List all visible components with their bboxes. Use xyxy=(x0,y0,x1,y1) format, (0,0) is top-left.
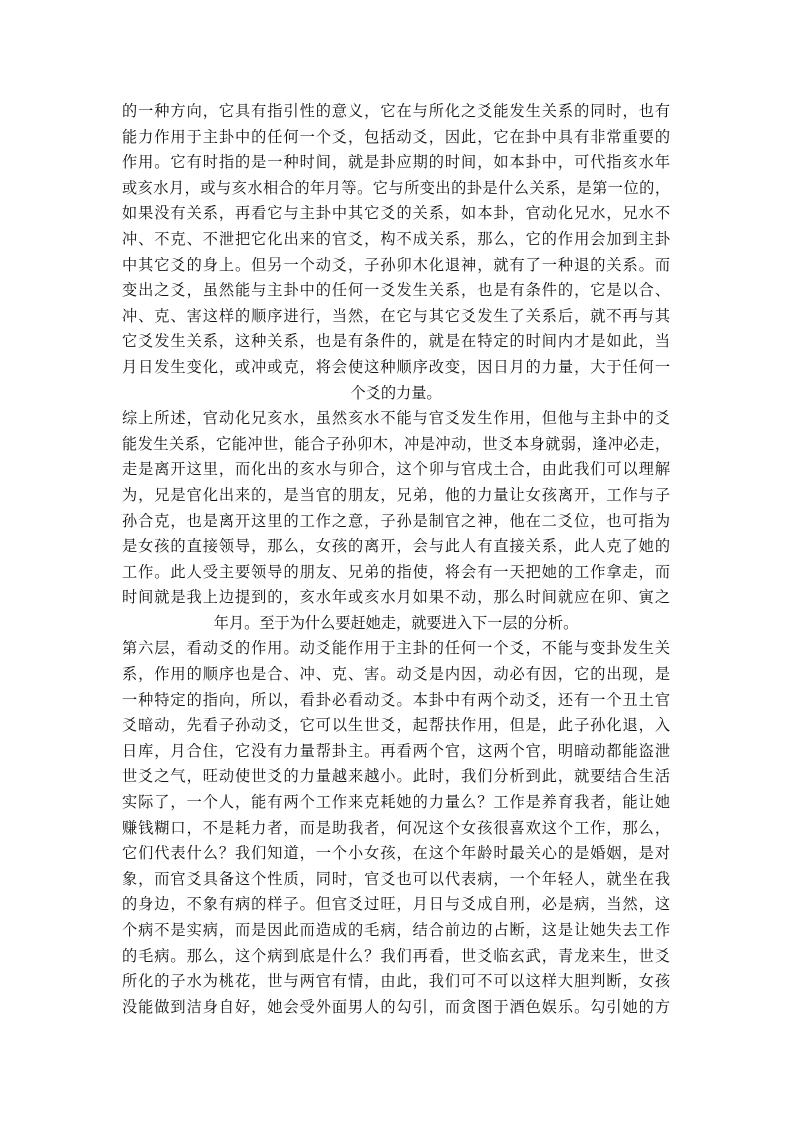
body-text xyxy=(122,99,670,1020)
text-line: 是女孩的直接领导，那么，女孩的离开，会与此人有直接关系，此人克了她的 xyxy=(122,537,670,556)
text-line: 系，作用的顺序也是合、冲、克、害。动爻是内因，动必有因，它的出现，是 xyxy=(122,665,670,684)
text-line: 世爻之气，旺动使世爻的力量越来越小。此时，我们分析到此，就要结合生活 xyxy=(122,767,670,786)
text-line: 日库，月合住，它没有力量帮卦主。再看两个官，这两个官，明暗动都能盗泄 xyxy=(122,741,670,760)
text-line: 的身边，不象有病的样子。但官爻过旺，月日与爻成自刑，必是病，当然，这 xyxy=(122,895,670,914)
text-line: 月日发生变化，或冲或克，将会使这种顺序改变，因日月的力量，大于任何一 xyxy=(122,357,670,376)
text-line: 如果没有关系，再看它与主卦中其它爻的关系，如本卦，官动化兄水，兄水不 xyxy=(122,204,670,223)
text-line: 个病不是实病，而是因此而造成的毛病，结合前边的占断，这是让她失去工作 xyxy=(122,921,670,939)
text-line: 爻暗动，先看子孙动爻，它可以生世爻，起帮扶作用，但是，此子孙化退，入 xyxy=(122,716,670,735)
text-line: 实际了，一个人，能有两个工作来克耗她的力量么？工作是养育我者，能让她 xyxy=(122,793,670,812)
text-line: 所化的子水为桃花，世与两官有情，由此，我们可不可以这样大胆判断，女孩 xyxy=(122,972,670,991)
text-line: 能力作用于主卦中的任何一个爻，包括动爻，因此，它在卦中具有非常重要的 xyxy=(122,127,670,146)
text-line: 冲、克、害这样的顺序进行，当然，在它与其它爻发生了关系后，就不再与其 xyxy=(122,306,670,325)
text-line: 工作。此人受主要领导的朋友、兄弟的指使，将会有一天把她的工作拿走，而 xyxy=(122,562,670,581)
text-line: 第六层，看动爻的作用。动爻能作用于主卦的任何一个爻，不能与变卦发生关 xyxy=(122,639,670,658)
text-line: 它们代表什么？我们知道，一个小女孩，在这个年龄时最关心的是婚姻，是对 xyxy=(122,844,670,863)
text-line: 冲、不克、不泄把它化出来的官爻，构不成关系，那么，它的作用会加到主卦 xyxy=(122,229,670,248)
text-line: 走是离开这里，而化出的亥水与卯合，这个卯与官戌土合，由此我们可以理解 xyxy=(122,460,670,479)
text-line: 个爻的力量。 xyxy=(350,383,442,402)
text-line: 的毛病。那么，这个病到底是什么？我们再看，世爻临玄武，青龙来生，世爻 xyxy=(122,946,670,965)
text-line: 赚钱糊口，不是耗力者，而是助我者，何况这个女孩很喜欢这个工作，那么， xyxy=(122,818,670,837)
text-line: 或亥水月，或与亥水相合的年月等。它与所变出的卦是什么关系，是第一位的， xyxy=(122,178,670,197)
text-line: 的一种方向，它具有指引性的意义，它在与所化之爻能发生关系的同时，也有 xyxy=(122,102,670,120)
text-line: 综上所述，官动化兄亥水，虽然亥水不能与官爻发生作用，但他与主卦中的爻 xyxy=(122,409,670,428)
text-line: 象，而官爻具备这个性质，同时，官爻也可以代表病，一个年轻人，就坐在我 xyxy=(122,869,670,888)
text-line: 作用。它有时指的是一种时间，就是卦应期的时间，如本卦中，可代指亥水年 xyxy=(122,153,670,172)
text-line: 孙合克，也是离开这里的工作之意，子孙是制官之神，他在二爻位，也可指为 xyxy=(122,511,670,530)
text-line: 变出之爻，虽然能与主卦中的任何一爻发生关系，也是有条件的，它是以合、 xyxy=(122,281,670,300)
text-line: 为，兄是官化出来的，是当官的朋友，兄弟，他的力量让女孩离开，工作与子 xyxy=(122,485,670,504)
text-line: 没能做到洁身自好，她会受外面男人的勾引，而贪图于酒色娱乐。勾引她的方 xyxy=(122,997,670,1016)
text-line: 能发生关系，它能冲世，能合子孙卯木，冲是冲动，世爻本身就弱，逢冲必走， xyxy=(122,434,670,453)
text-line: 中其它爻的身上。但另一个动爻，子孙卯木化退神，就有了一种退的关系。而 xyxy=(122,255,670,274)
text-line: 年月。至于为什么要赶她走，就要进入下一层的分析。 xyxy=(213,613,579,632)
text-line: 一种特定的指向，所以，看卦必看动爻。本卦中有两个动爻，还有一个丑土官 xyxy=(122,690,670,709)
text-line: 时间就是我上边提到的，亥水年或亥水月如果不动，那么时间就应在卯、寅之 xyxy=(122,588,670,607)
text-line: 它爻发生关系，这种关系，也是有条件的，就是在特定的时间内才是如此，当 xyxy=(122,332,670,351)
